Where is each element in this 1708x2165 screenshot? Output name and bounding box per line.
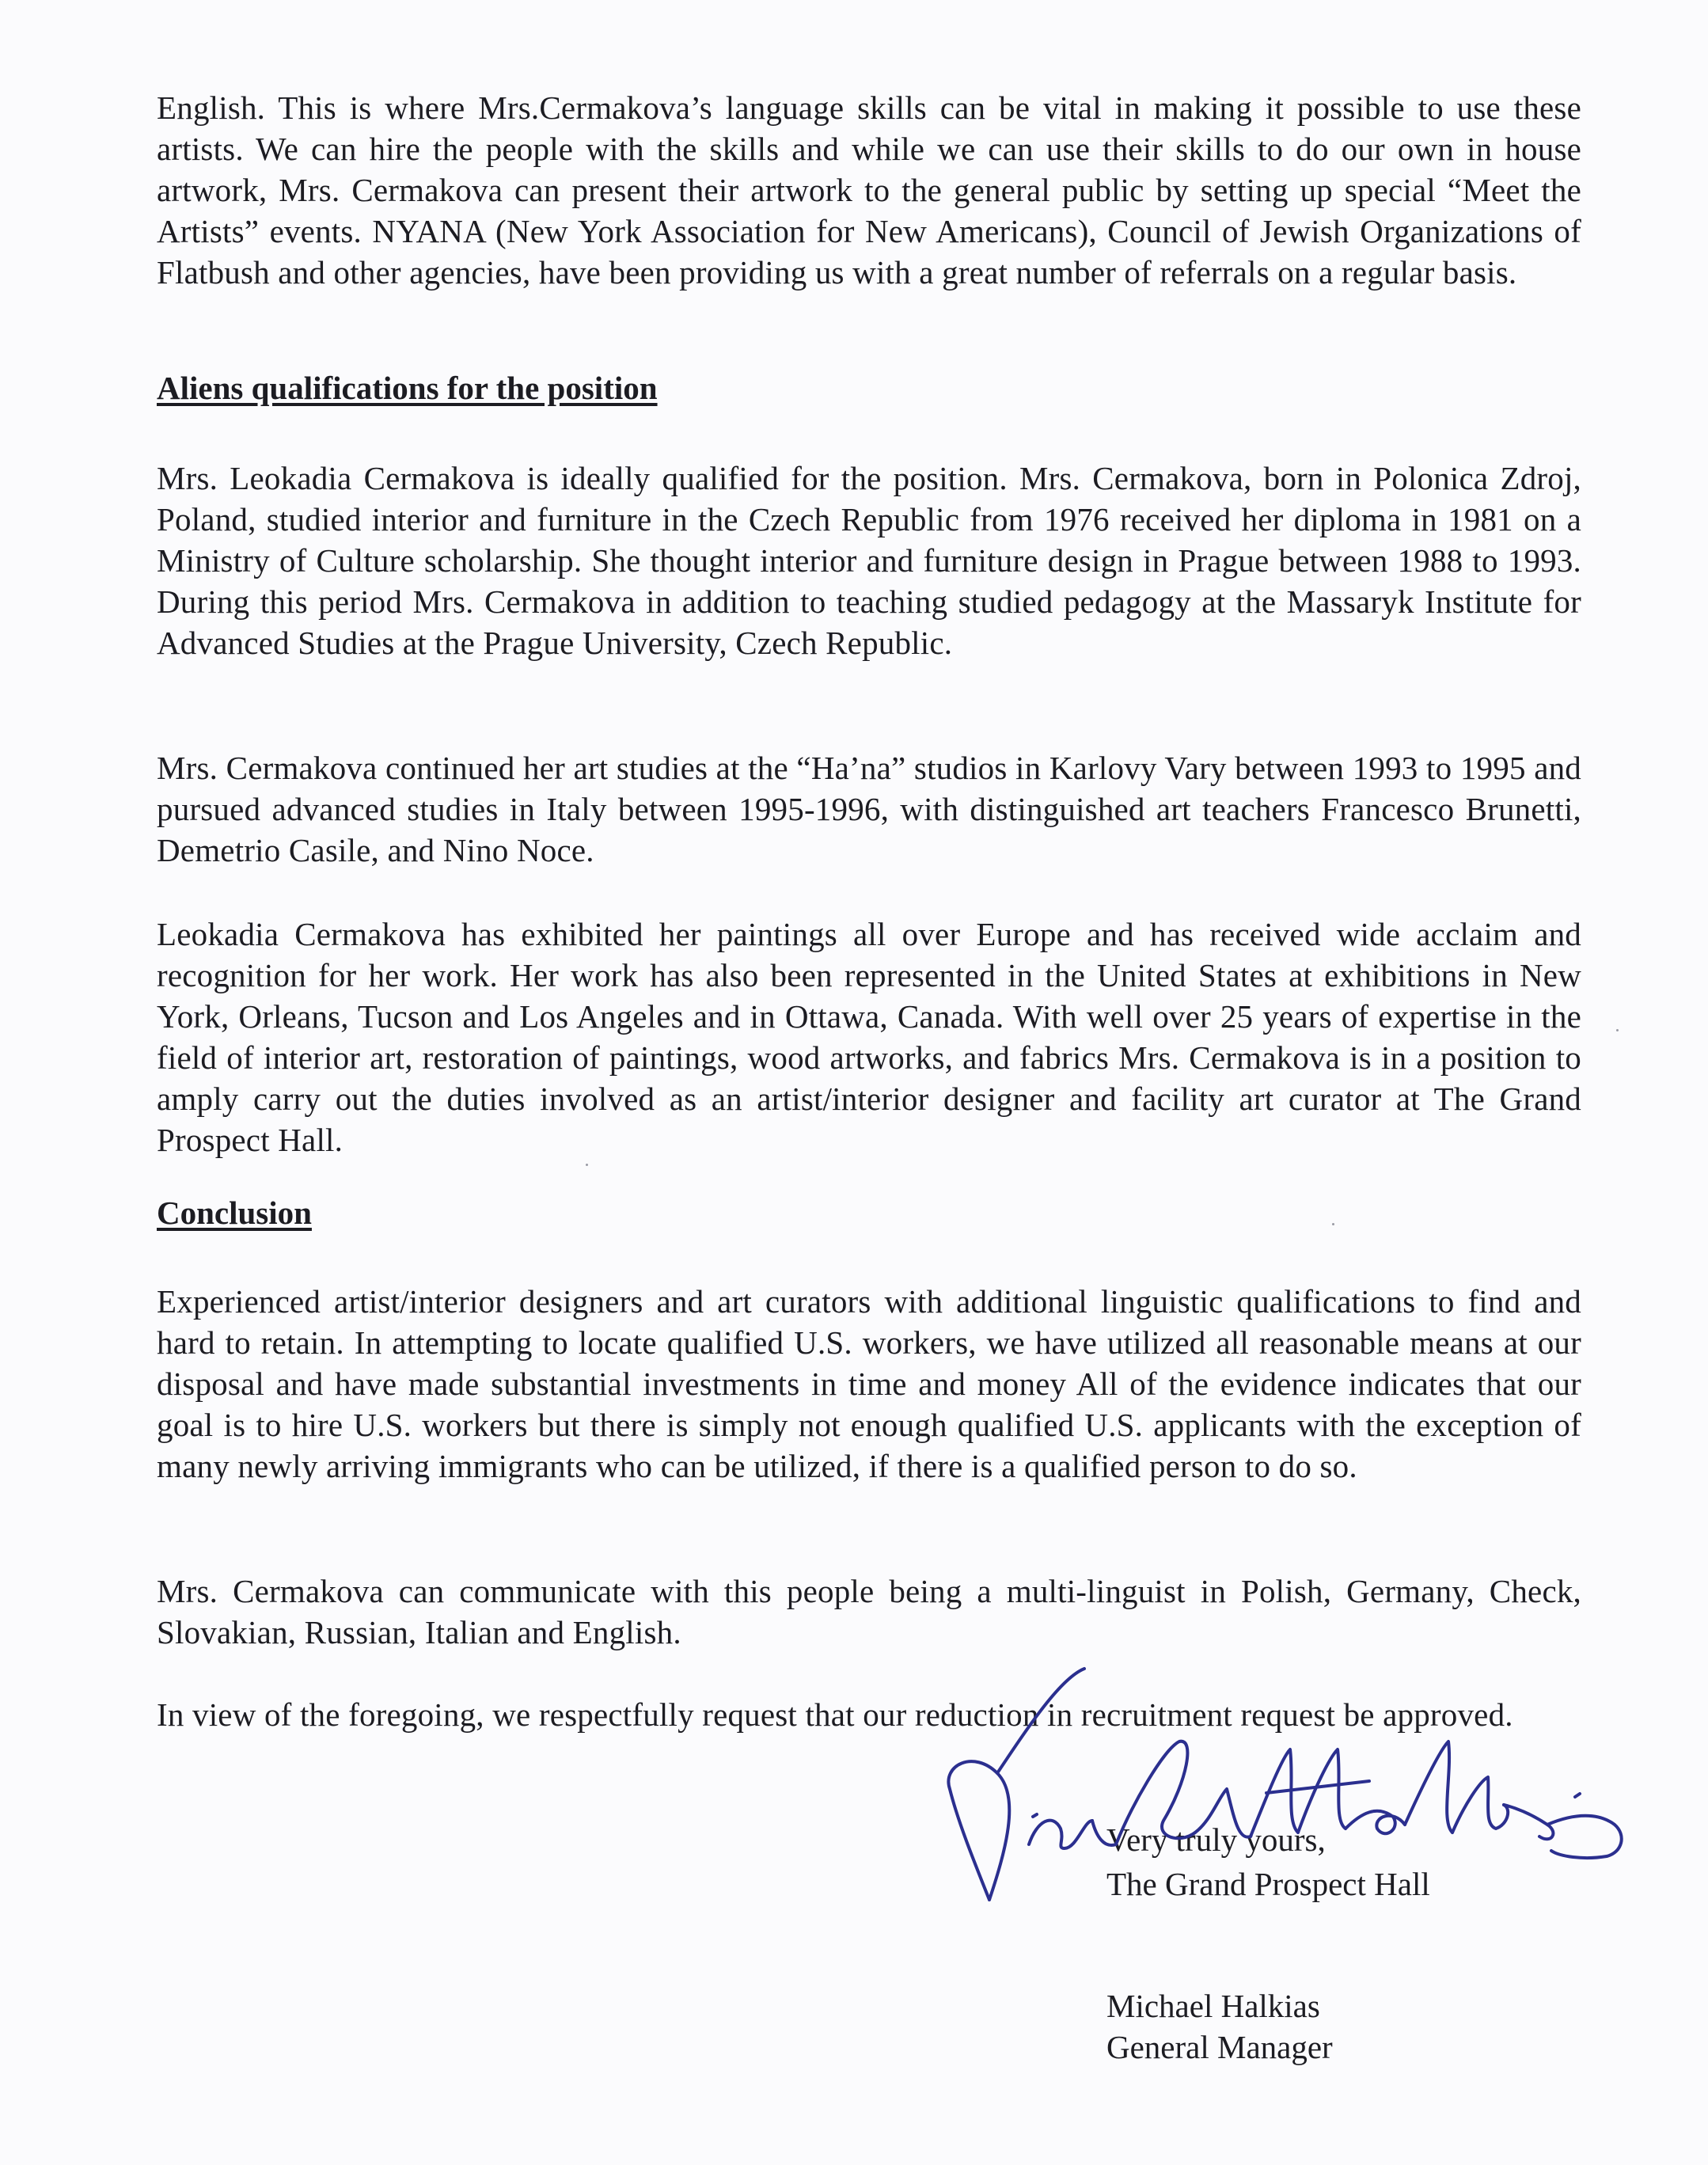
closing-organization: The Grand Prospect Hall (1106, 1866, 1430, 1902)
signer-name: Michael Halkias (1106, 1988, 1320, 2024)
signer-title: General Manager (1106, 2029, 1333, 2065)
paragraph-qualifications: Mrs. Leokadia Cermakova is ideally qualified for the position. Mrs. Cermakova, born in Polonica Zdroj, Poland, studied interior and furniture in the Czech Republic from 1976 received her diploma in 1981 on a Ministry of Culture scholarship. She thought interior and furniture design in Prague between 1988 to 1993. During this period Mrs. Cermakova in addition to teaching studied pedagogy at the Massaryk Institute for Advanced Studies at the Prague University, Czech Republic. (157, 460, 1581, 661)
paragraph-language-skills: English. This is where Mrs.Cermakova’s language skills can be vital in making it possible to use these artists. We can hire the people with the skills and while we can use their skills to do our own in house artwork, Mrs. Cermakova can present their artwork to the general public by setting up special “Meet the Artists” events. NYANA (New York Association for New Americans), Council of Jewish Organizations of Flatbush and other agencies, have been providing us with a great number of referrals on a regular basis. (157, 89, 1581, 291)
paragraph-languages: Mrs. Cermakova can communicate with this people being a multi-linguist in Polish, Germany, Check, Slovakian, Russian, Italian and English. (157, 1573, 1581, 1650)
heading-aliens-qualifications: Aliens qualifications for the position (157, 370, 658, 406)
paper-speck (586, 1164, 588, 1166)
heading-conclusion: Conclusion (157, 1195, 312, 1231)
paragraph-request: In view of the foregoing, we respectfully request that our reduction in recruitment request be approved. (157, 1696, 1513, 1733)
closing-salutation: Very truly yours, (1106, 1821, 1326, 1858)
paragraph-conclusion: Experienced artist/interior designers and art curators with additional linguistic qualifications to find and hard to retain. In attempting to locate qualified U.S. workers, we have utilized all reasonable means at our disposal and have made substantial investments in time and money All of the evidence indicates that our goal is to hire U.S. workers but there is simply not enough qualified U.S. applicants with the exception of many newly arriving immigrants who can be utilized, if there is a qualified person to do so. (157, 1283, 1581, 1484)
paper-speck (1616, 1029, 1619, 1031)
paper-speck (1332, 1223, 1334, 1225)
paragraph-exhibitions: Leokadia Cermakova has exhibited her paintings all over Europe and has received wide acclaim and recognition for her work. Her work has also been represented in the United States at exhibitions in New York, Orleans, Tucson and Los Angeles and in Ottawa, Canada. With well over 25 years of expertise in the field of interior art, restoration of paintings, wood artworks, and fabrics Mrs. Cermakova is in a position to amply carry out the duties involved as an artist/interior designer and facility art curator at The Grand Prospect Hall. (157, 916, 1581, 1158)
paragraph-art-studies: Mrs. Cermakova continued her art studies at the “Ha’na” studios in Karlovy Vary between 1993 to 1995 and pursued advanced studies in Italy between 1995-1996, with distinguished art teachers Francesco Brunetti, Demetrio Casile, and Nino Noce. (157, 750, 1581, 868)
